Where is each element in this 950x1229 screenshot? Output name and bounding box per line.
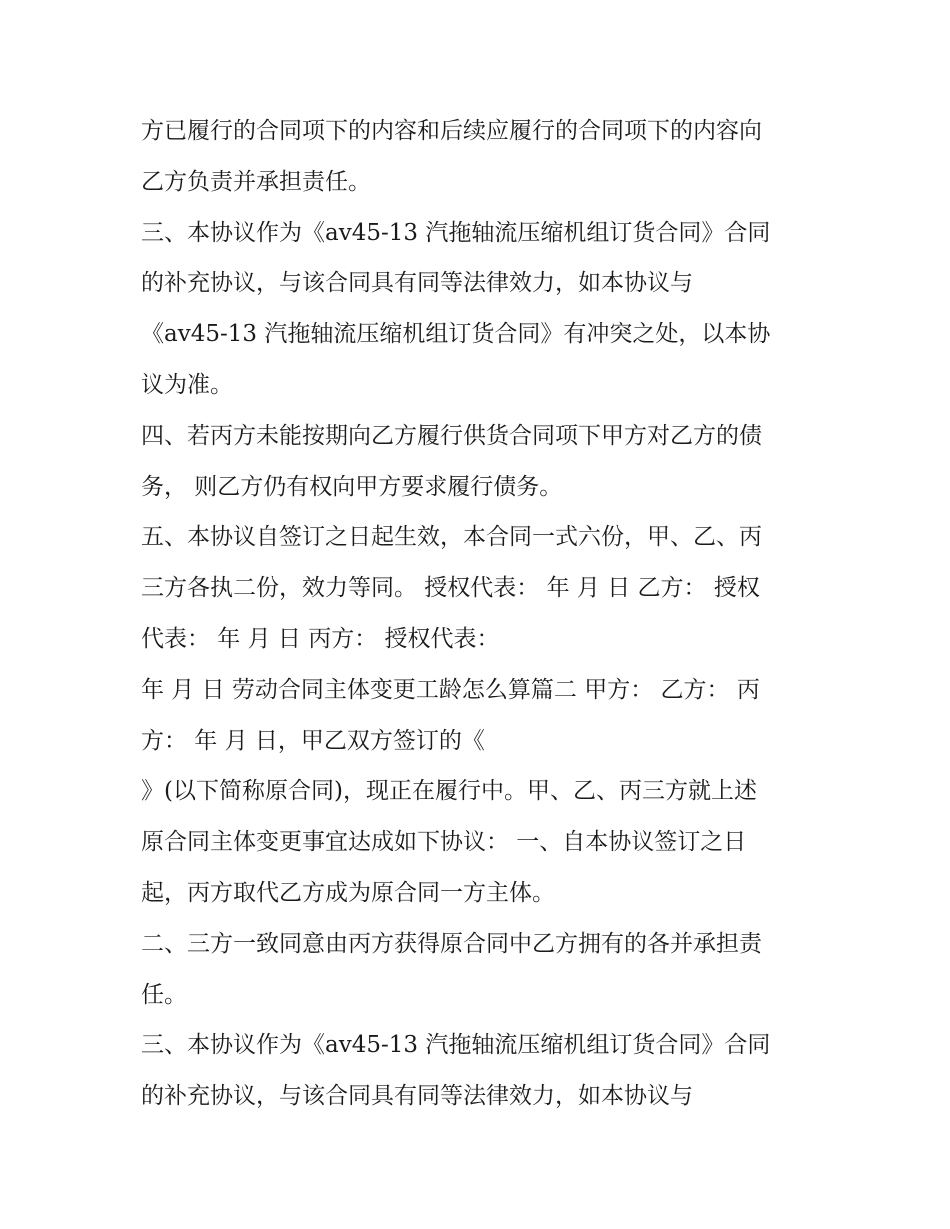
text-line: 乙方负责并承担责任。	[141, 168, 371, 195]
text-line: 《av45-13 汽拖轴流压缩机组订货合同》有冲突之处，以本协	[141, 321, 771, 348]
text-line: 方已履行的合同项下的内容和后续应履行的合同项下的内容向	[141, 118, 762, 144]
text-line: 任。	[141, 981, 187, 1008]
text-line: 的补充协议，与该合同具有同等法律效力，如本协议与	[141, 270, 693, 297]
text-line: 》(以下简称原合同)，现正在履行中。甲、乙、丙三方就上述	[141, 778, 757, 805]
text-line: 务， 则乙方仍有权向甲方要求履行债务。	[141, 473, 563, 500]
text-line: 原合同主体变更事宜达成如下协议： 一、自本协议签订之日	[141, 829, 747, 856]
text-line: 年 月 日 劳动合同主体变更工龄怎么算篇二 甲方： 乙方： 丙	[141, 676, 760, 703]
text-line: 三、本协议作为《av45-13 汽拖轴流压缩机组订货合同》合同	[141, 1032, 771, 1059]
text-line: 的补充协议，与该合同具有同等法律效力，如本协议与	[141, 1083, 693, 1110]
text-line: 起，丙方取代乙方成为原合同一方主体。	[141, 879, 555, 906]
text-line: 方： 年 月 日，甲乙双方签订的《	[141, 727, 485, 754]
text-line: 五、本协议自签订之日起生效，本合同一式六份，甲、乙、丙	[141, 524, 762, 551]
text-line: 三方各执二份，效力等同。 授权代表： 年 月 日 乙方： 授权	[141, 575, 760, 602]
text-line: 议为准。	[141, 371, 233, 398]
text-line: 代表： 年 月 日 丙方： 授权代表：	[141, 625, 500, 652]
text-line: 二、三方一致同意由丙方获得原合同中乙方拥有的各并承担责	[141, 930, 762, 957]
document-body	[141, 106, 831, 1122]
text-line: 四、若丙方未能按期向乙方履行供货合同项下甲方对乙方的债	[141, 422, 762, 449]
text-line: 三、本协议作为《av45-13 汽拖轴流压缩机组订货合同》合同	[141, 219, 771, 246]
